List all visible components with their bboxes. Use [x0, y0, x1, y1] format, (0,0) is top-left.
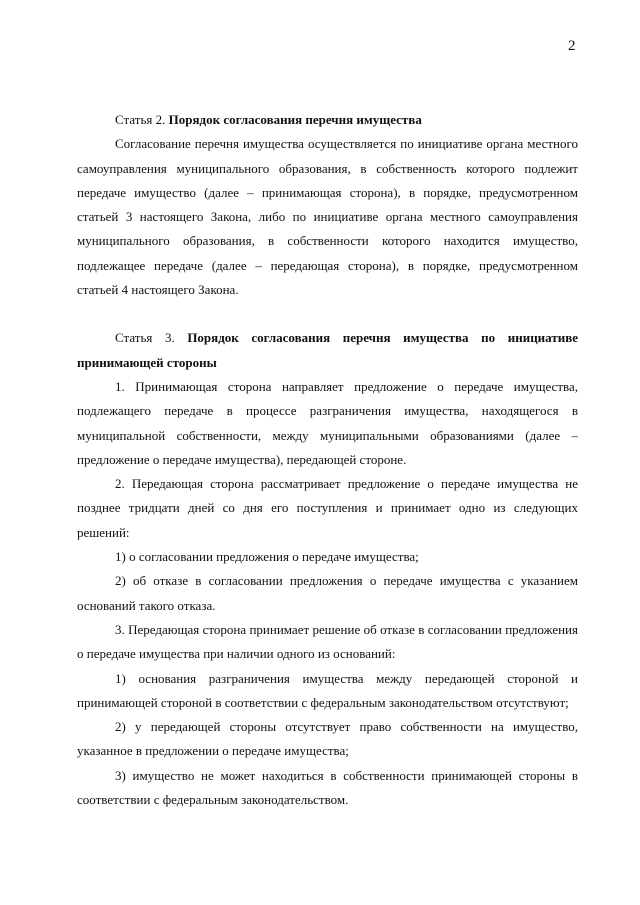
- article-3-paragraph: 2. Передающая сторона рассматривает предложение о передаче имущества не позднее тридцати дней со дня его поступления и принимает одно из следующих решений:: [77, 476, 578, 540]
- article-3-paragraph: 3. Передающая сторона принимает решение об отказе в согласовании предложения о передаче имущества при наличии одного из оснований:: [77, 621, 578, 662]
- article-3-list-item: 3) имущество не может находиться в собственности принимающей стороны в соответствии с федеральным законодательством.: [77, 767, 578, 808]
- article-3-label: Статья 3.: [115, 330, 175, 346]
- article-3-list-item: 2) у передающей стороны отсутствует право собственности на имущество, указанное в предложении о передаче имущества;: [77, 719, 578, 759]
- article-2-label: Статья 2.: [115, 112, 166, 127]
- document-body: [77, 108, 578, 812]
- article-3-paragraph: 1. Принимающая сторона направляет предложение о передаче имущества, подлежащего передаче в процессе разграничения имущества, находящегося в муниципальной собственности, между муниципальными образованиями (далее – предложение о передаче имущества), передающей стороне.: [77, 378, 578, 467]
- article-3-list-item: 2) об отказе в согласовании предложения о передаче имущества с указанием оснований такого отказа.: [77, 573, 578, 613]
- article-2-title: Порядок согласования перечня имущества: [168, 112, 422, 127]
- article-3-list-item: 1) о согласовании предложения о передаче имущества;: [115, 549, 419, 565]
- article-3-title: Порядок согласования перечня имущества по инициативе принимающей стороны: [77, 330, 578, 370]
- section-gap: [77, 302, 578, 326]
- article-2-paragraph: Согласование перечня имущества осуществляется по инициативе органа местного самоуправления муниципального образования, в собственность которого подлежит передаче имущество (далее – принимающая сторона), в порядке, предусмотренном статьей 3 настоящего Закона, либо по инициативе органа местного самоуправления муниципального образования, в собственности которого находится имущество, подлежащее передаче (далее – передающая сторона), в порядке, предусмотренном статьей 4 настоящего Закона.: [77, 136, 578, 298]
- article-3-heading: [77, 326, 578, 375]
- article-2-heading: [77, 108, 578, 132]
- article-3-list-item: 1) основания разграничения имущества между передающей стороной и принимающей стороной в соответствии с федеральным законодательством отсутствуют;: [77, 670, 578, 710]
- page-number: 2: [568, 38, 576, 54]
